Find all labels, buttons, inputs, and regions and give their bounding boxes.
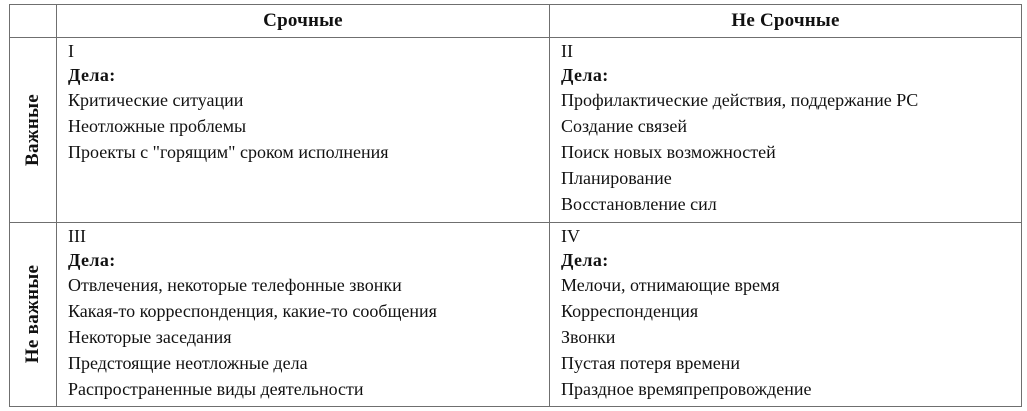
row-label-cell-important xyxy=(10,38,57,222)
list-item: Восстановление сил xyxy=(561,194,717,215)
quadrant-3 xyxy=(57,222,550,406)
list-item: Критические ситуации xyxy=(68,90,244,111)
list-item: Отвлечения, некоторые телефонные звонки xyxy=(68,274,402,295)
list-item: Создание связей xyxy=(561,116,687,137)
list-item: Какая-то корреспонденция, какие-то сообщения xyxy=(68,300,437,321)
list-item: Поиск новых возможностей xyxy=(561,142,776,163)
list-item: Корреспонденция xyxy=(561,300,699,321)
quadrant-label: Дела: xyxy=(561,65,609,86)
quadrant-items xyxy=(561,87,1021,217)
list-item: Звонки xyxy=(561,326,616,347)
quadrant-label: Дела: xyxy=(68,65,116,86)
quadrant-2 xyxy=(550,38,1022,222)
list-item: Предстоящие неотложные дела xyxy=(68,352,308,373)
corner-cell xyxy=(10,5,57,38)
row-label-cell-not-important xyxy=(10,222,57,406)
quadrant-items xyxy=(68,272,549,402)
row-label-not-important: Не важные xyxy=(22,265,43,364)
list-item: Мелочи, отнимающие время xyxy=(561,274,780,295)
quadrant-numeral: I xyxy=(68,41,74,62)
quadrant-label: Дела: xyxy=(68,249,116,270)
quadrant-items xyxy=(68,87,549,165)
quadrant-label: Дела: xyxy=(561,249,609,270)
list-item: Неотложные проблемы xyxy=(68,116,247,137)
list-item: Пустая потеря времени xyxy=(561,352,741,373)
list-item: Профилактические действия, поддержание PC xyxy=(561,90,919,111)
quadrant-numeral: II xyxy=(561,41,573,62)
not-important-row xyxy=(10,222,1022,406)
list-item: Распространенные виды деятельности xyxy=(68,378,364,399)
important-row xyxy=(10,38,1022,222)
list-item: Праздное времяпрепровождение xyxy=(561,378,812,399)
list-item: Некоторые заседания xyxy=(68,326,232,347)
quadrant-4 xyxy=(550,222,1022,406)
header-urgent: Срочные xyxy=(57,5,550,38)
header-row xyxy=(10,5,1022,38)
quadrant-1 xyxy=(57,38,550,222)
list-item: Планирование xyxy=(561,168,672,189)
row-label-important: Важные xyxy=(22,93,43,166)
eisenhower-matrix-table xyxy=(9,4,1022,407)
quadrant-items xyxy=(561,272,1021,402)
quadrant-numeral: IV xyxy=(561,225,580,246)
quadrant-numeral: III xyxy=(68,225,86,246)
header-not-urgent: Не Срочные xyxy=(550,5,1022,38)
list-item: Проекты с "горящим" сроком исполнения xyxy=(68,142,389,163)
